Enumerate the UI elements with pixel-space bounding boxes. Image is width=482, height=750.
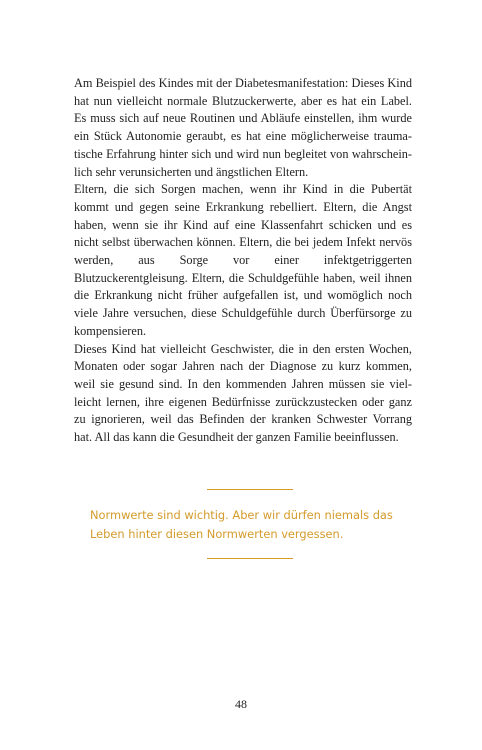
pull-quote: Normwerte sind wichtig. Aber wir dürfen niemals das Leben hinter diesen Normwerten vergessen. [90,508,393,541]
body-text [74,75,412,447]
paragraph-1: Am Beispiel des Kindes mit der Diabetesmanifestation: Dieses Kind hat nun vielleicht normale Blutzuckerwerte, aber es hat ein Label. Es muss sich auf neue Routinen und Abläufe einstellen, ihm wurde ein Stück Autonomie geraubt, es hat eine möglicherweise traumatische Erfahrung hinter sich und wird nun begleitet von wahrscheinlich sehr verunsicherten und ängstlichen Eltern. [74,76,412,179]
quote-divider-top [207,489,293,490]
paragraph-2: Eltern, die sich Sorgen machen, wenn ihr Kind in die Pubertät kommt und gegen seine Erkrankung rebelliert. Eltern, die Angst haben, wenn sie ihr Kind auf eine Klassenfahrt schicken und es nicht selbst überwachen können. Eltern, die bei jedem Infekt nervös werden, aus Sorge vor einer infektgetriggerten Blutzuckerentgleisung. Eltern, die Schuldgefühle haben, weil ihnen die Erkrankung nicht früher aufgefallen ist, und womöglich noch viele Jahre versuchen, diese Schuldgefühle durch Überfürsorge zu kompensieren. [74,182,412,338]
quote-divider-bottom [207,558,293,559]
paragraph-3: Dieses Kind hat vielleicht Geschwister, die in den ersten Wochen, Monaten oder sogar Jahren nach der Diagnose zu kurz kommen, weil sie gesund sind. In den kommenden Jahren müssen sie vielleicht lernen, ihre eigenen Bedürfnisse zurückzustecken oder ganz zu ignorieren, weil das Befinden der kranken Schwester Vorrang hat. All das kann die Gesundheit der ganzen Familie beeinflussen. [74,341,412,445]
page-number: 48 [235,697,247,711]
